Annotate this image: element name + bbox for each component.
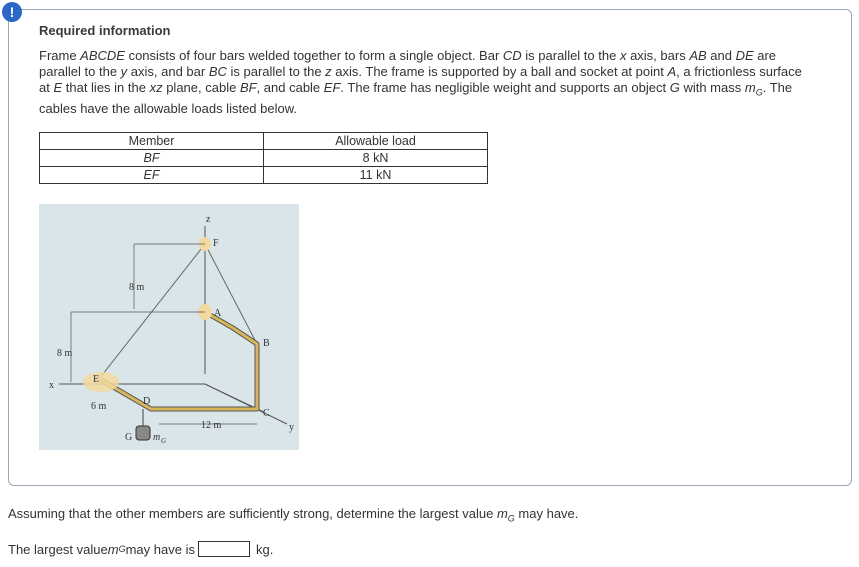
answer-m: m — [107, 541, 119, 557]
text: that lies in the — [62, 80, 150, 95]
label-x: x — [49, 380, 54, 391]
answer-sub: G — [118, 544, 126, 554]
text: is parallel to the — [226, 64, 326, 79]
label-b: B — [263, 338, 270, 349]
text: axis, and bar — [127, 64, 209, 79]
text: G — [755, 87, 763, 98]
mass-block — [136, 426, 150, 440]
text: ABCDE — [80, 48, 125, 63]
dim-left-label: 8 m — [57, 348, 73, 359]
text: DE — [735, 48, 754, 63]
dim-12-label: 12 m — [201, 420, 222, 431]
frame-diagram — [39, 204, 299, 450]
dim-6-label: 6 m — [91, 401, 107, 412]
text: . The frame has negligible weight and supports an object — [340, 80, 670, 95]
text: m — [496, 506, 508, 521]
column-header-member: Member — [40, 133, 264, 150]
text: consists of four bars welded together to form a single object. Bar — [124, 48, 503, 63]
text: may have. — [514, 506, 579, 521]
text: is parallel to the — [521, 48, 620, 63]
cable-ef — [99, 244, 205, 379]
text: G — [507, 513, 515, 524]
text: and — [706, 48, 736, 63]
table-header-row — [40, 133, 488, 150]
label-y: y — [289, 422, 294, 433]
dim-top-label: 8 m — [129, 282, 145, 293]
label-d: D — [143, 396, 151, 407]
load-cell: 8 kN — [264, 150, 488, 167]
answer-middle: may have is — [125, 541, 195, 557]
text: are parallel to the — [39, 48, 777, 79]
member-cell: EF — [40, 167, 264, 184]
text: plane, cable — [162, 80, 240, 95]
frame-figure — [39, 204, 299, 450]
text: . The cables have the allowable loads listed below. — [39, 80, 793, 116]
label-a: A — [214, 308, 222, 319]
text: EF — [323, 80, 341, 95]
answer-prefix: The largest value — [8, 541, 108, 557]
allowable-load-table — [39, 132, 488, 184]
text: , and cable — [256, 80, 324, 95]
text: y — [120, 64, 128, 79]
text: A — [667, 64, 677, 79]
text: xz — [149, 80, 163, 95]
text: axis. The frame is supported by a ball and socket at point — [331, 64, 668, 79]
label-f: F — [213, 238, 219, 249]
text: Assuming that the other members are sufficiently strong, determine the largest value — [8, 506, 497, 521]
text: BC — [208, 64, 227, 79]
text: AB — [689, 48, 707, 63]
mass-sub-label: G — [161, 437, 167, 445]
text: BF — [239, 80, 257, 95]
alert-icon: ! — [2, 2, 22, 22]
required-information-title: Required information — [39, 23, 171, 38]
question-text — [8, 506, 578, 524]
mass-label: m — [153, 432, 161, 443]
text: G — [669, 80, 680, 95]
table-row — [40, 150, 488, 167]
answer-unit: kg. — [255, 541, 274, 557]
text: E — [53, 80, 63, 95]
text: CD — [502, 48, 522, 63]
label-z: z — [206, 214, 211, 225]
text: m — [744, 80, 756, 95]
label-g: G — [125, 432, 133, 443]
column-header-allowable-load: Allowable load — [264, 133, 488, 150]
support-e-highlight — [83, 372, 119, 392]
text: axis, bars — [626, 48, 690, 63]
label-e: E — [93, 374, 100, 385]
text: with mass — [679, 80, 745, 95]
table-row — [40, 167, 488, 184]
largest-mass-input[interactable] — [198, 541, 250, 557]
load-cell: 11 kN — [264, 167, 488, 184]
text: z — [325, 64, 332, 79]
member-cell: BF — [40, 150, 264, 167]
problem-statement — [39, 48, 809, 117]
text: Frame — [39, 48, 81, 63]
label-c: C — [263, 408, 270, 419]
text: , a frictionless surface at — [39, 64, 802, 95]
answer-row — [8, 541, 273, 557]
text: x — [619, 48, 627, 63]
